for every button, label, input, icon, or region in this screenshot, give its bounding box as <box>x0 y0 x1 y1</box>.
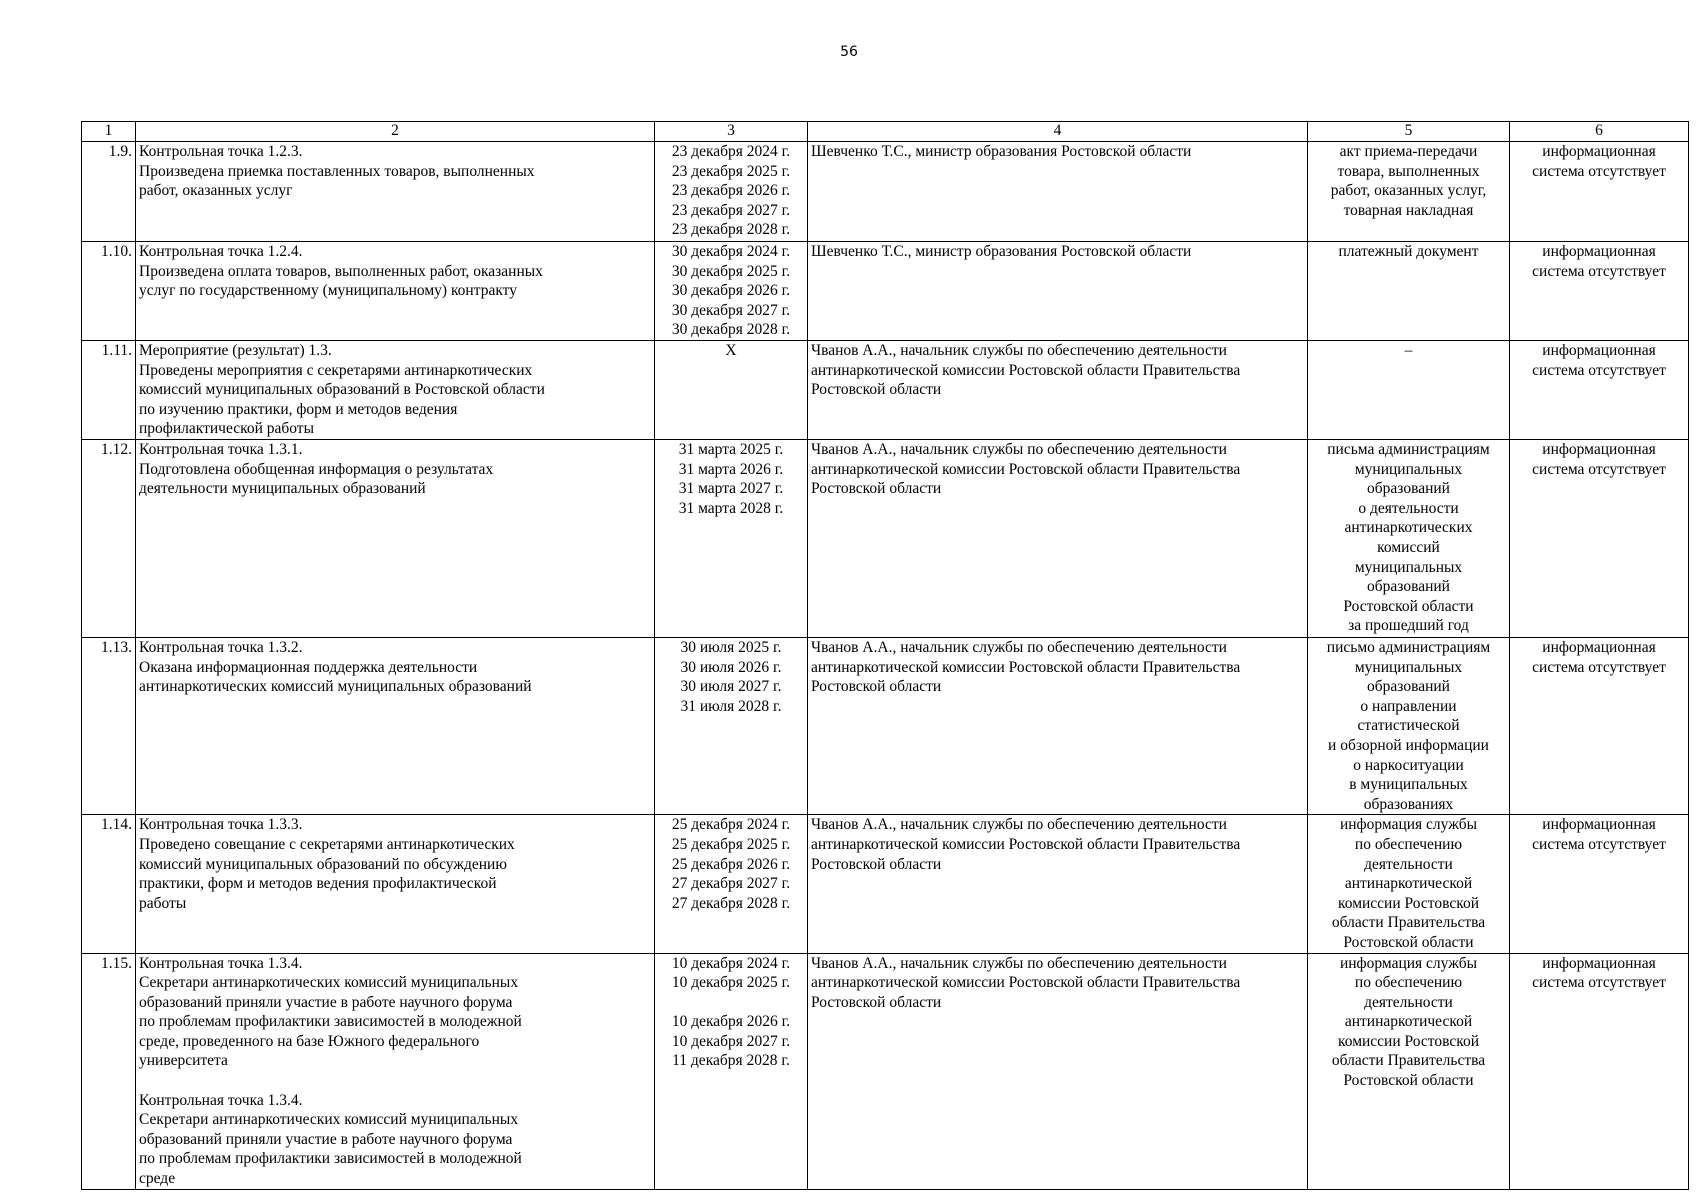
dates-cell <box>655 440 808 638</box>
date-line: 30 декабря 2028 г. <box>671 321 791 339</box>
document-line: муниципальных <box>1354 558 1463 576</box>
column-header: 4 <box>808 122 1308 142</box>
info-system-cell <box>1510 440 1689 638</box>
description-line: Секретари антинаркотических комиссий муниципальных <box>139 1111 519 1129</box>
info-system-line: система отсутствует <box>1532 460 1666 478</box>
description-cell <box>136 440 655 638</box>
description-line: Секретари антинаркотических комиссий муниципальных <box>139 974 519 992</box>
responsible-line: Чванов А.А., начальник службы по обеспечению деятельности <box>811 342 1227 359</box>
table-row <box>82 242 1689 341</box>
responsible-cell <box>808 815 1308 953</box>
document-line: товарная накладная <box>1343 201 1474 219</box>
table-row <box>82 815 1689 953</box>
table-row <box>82 142 1689 242</box>
date-line: 10 декабря 2025 г. <box>671 974 791 992</box>
document-line: товара, выполненных <box>1337 162 1480 180</box>
document-cell <box>1308 242 1510 341</box>
description-cell <box>136 142 655 242</box>
document-line: платежный документ <box>1338 243 1479 260</box>
dates-cell <box>655 242 808 341</box>
column-header: 5 <box>1308 122 1510 142</box>
description-cell <box>136 953 655 1189</box>
description-cell <box>136 638 655 815</box>
date-line: 23 декабря 2028 г. <box>671 221 791 239</box>
description-line: Контрольная точка 1.3.4. <box>139 954 303 972</box>
date-line: 25 декабря 2025 г. <box>671 835 791 853</box>
date-line: 23 декабря 2026 г. <box>671 182 791 200</box>
responsible-cell <box>808 638 1308 815</box>
dates-cell <box>655 341 808 440</box>
responsible-line: Ростовской области <box>811 480 942 498</box>
document-cell <box>1308 638 1510 815</box>
responsible-cell <box>808 953 1308 1189</box>
column-header: 1 <box>82 122 136 142</box>
plan-table <box>81 121 1689 1190</box>
document-line: деятельности <box>1364 993 1453 1011</box>
document-line: образований <box>1367 480 1450 498</box>
info-system-line: информационная <box>1542 243 1656 260</box>
description-line: профилактической работы <box>139 420 314 438</box>
date-line: 25 декабря 2026 г. <box>671 855 791 873</box>
date-line: 30 июля 2026 г. <box>680 658 782 676</box>
date-line: 25 декабря 2024 г. <box>671 816 791 834</box>
description-line: по проблемам профилактики зависимостей в молодежной <box>139 1150 522 1168</box>
document-line: о наркоситуации <box>1353 756 1464 774</box>
responsible-line: Чванов А.А., начальник службы по обеспечению деятельности <box>811 816 1227 834</box>
responsible-line: антинаркотической комиссии Ростовской области Правительства <box>811 658 1241 676</box>
responsible-line: Чванов А.А., начальник службы по обеспечению деятельности <box>811 954 1227 972</box>
document-line: антинаркотической <box>1344 1013 1473 1031</box>
responsible-line: Ростовской области <box>811 381 942 399</box>
table-row <box>82 440 1689 638</box>
description-line: образований приняли участие в работе научного форума <box>139 1130 513 1148</box>
info-system-cell <box>1510 242 1689 341</box>
document-line: статистической <box>1357 717 1460 735</box>
blank-line <box>658 993 804 1013</box>
table-row <box>82 953 1689 1189</box>
date-line: 31 марта 2027 г. <box>678 480 784 498</box>
responsible-line: Шевченко Т.С., министр образования Ростовской области <box>811 143 1192 160</box>
description-cell <box>136 242 655 341</box>
document-line: комиссий <box>1377 538 1440 556</box>
row-number-cell: 1.9. <box>82 142 136 242</box>
document-line: образованиях <box>1363 795 1454 813</box>
row-number-cell: 1.14. <box>82 815 136 953</box>
description-line: Контрольная точка 1.2.3. <box>139 143 303 160</box>
info-system-line: система отсутствует <box>1532 658 1666 676</box>
info-system-cell <box>1510 953 1689 1189</box>
description-line: работ, оказанных услуг <box>139 182 293 200</box>
description-line: Произведена приемка поставленных товаров, выполненных <box>139 162 535 180</box>
date-line: 11 декабря 2028 г. <box>672 1052 790 1070</box>
responsible-cell <box>808 440 1308 638</box>
date-line: X <box>725 342 737 359</box>
description-line: деятельности муниципальных образований <box>139 480 426 498</box>
responsible-line: антинаркотической комиссии Ростовской области Правительства <box>811 460 1241 478</box>
responsible-line: антинаркотической комиссии Ростовской области Правительства <box>811 361 1241 379</box>
description-line: комиссий муниципальных образований в Ростовской области <box>139 381 545 399</box>
row-number-cell: 1.13. <box>82 638 136 815</box>
info-system-line: система отсутствует <box>1532 162 1666 180</box>
document-line: образований <box>1367 678 1450 696</box>
description-line: среде, проведенного на базе Южного федерального <box>139 1032 480 1050</box>
row-number-cell: 1.10. <box>82 242 136 341</box>
info-system-cell <box>1510 341 1689 440</box>
document-line: антинаркотической <box>1344 875 1473 893</box>
date-line: 31 марта 2025 г. <box>678 441 784 458</box>
description-line: Проведено совещание с секретарями антинаркотических <box>139 835 515 853</box>
date-line: 31 июля 2028 г. <box>680 697 782 715</box>
info-system-line: информационная <box>1542 143 1656 160</box>
description-line: среде <box>139 1170 176 1188</box>
date-line: 10 декабря 2024 г. <box>671 954 791 972</box>
date-line: 23 декабря 2025 г. <box>671 162 791 180</box>
responsible-cell <box>808 142 1308 242</box>
document-line: по обеспечению <box>1354 835 1463 853</box>
responsible-cell <box>808 341 1308 440</box>
date-line: 30 декабря 2026 г. <box>671 282 791 300</box>
date-line: 27 декабря 2027 г. <box>671 875 791 893</box>
responsible-line: антинаркотической комиссии Ростовской области Правительства <box>811 974 1241 992</box>
description-line: услуг по государственному (муниципальному) контракту <box>139 282 517 300</box>
date-line: 23 декабря 2027 г. <box>671 201 791 219</box>
description-line: Контрольная точка 1.2.4. <box>139 243 303 260</box>
description-line: антинаркотических комиссий муниципальных образований <box>139 678 532 696</box>
document-line: муниципальных <box>1354 460 1463 478</box>
date-line: 27 декабря 2028 г. <box>671 894 791 912</box>
document-line: и обзорной информации <box>1328 736 1489 754</box>
document-line: акт приема-передачи <box>1339 143 1478 160</box>
date-line: 30 декабря 2024 г. <box>671 243 791 260</box>
description-line: университета <box>139 1052 228 1070</box>
description-line: комиссий муниципальных образований по обсуждению <box>139 855 507 873</box>
description-line: работы <box>139 894 187 912</box>
description-line: Контрольная точка 1.3.1. <box>139 441 303 458</box>
description-line: Контрольная точка 1.3.4. <box>139 1091 303 1109</box>
date-line: 30 июля 2025 г. <box>680 639 782 656</box>
document-cell <box>1308 440 1510 638</box>
blank-line <box>139 1071 651 1091</box>
info-system-cell <box>1510 638 1689 815</box>
document-line: Ростовской области <box>1343 1072 1474 1090</box>
info-system-line: система отсутствует <box>1532 974 1666 992</box>
description-line: по проблемам профилактики зависимостей в молодежной <box>139 1013 522 1031</box>
document-line: Ростовской области <box>1343 933 1474 951</box>
date-line: 30 декабря 2025 г. <box>671 262 791 280</box>
description-cell <box>136 815 655 953</box>
row-number-cell: 1.11. <box>82 341 136 440</box>
document-line: комиссии Ростовской <box>1338 894 1479 912</box>
responsible-line: Ростовской области <box>811 678 942 696</box>
document-line: за прошедший год <box>1348 617 1469 635</box>
info-system-line: информационная <box>1542 342 1656 359</box>
date-line: 23 декабря 2024 г. <box>671 143 791 160</box>
description-cell <box>136 341 655 440</box>
info-system-line: информационная <box>1542 816 1656 834</box>
info-system-line: система отсутствует <box>1532 835 1666 853</box>
document-line: – <box>1404 342 1413 359</box>
row-number-cell: 1.15. <box>82 953 136 1189</box>
column-number-row <box>82 122 1689 142</box>
info-system-line: информационная <box>1542 441 1656 458</box>
row-number-cell: 1.12. <box>82 440 136 638</box>
table-row <box>82 341 1689 440</box>
responsible-line: антинаркотической комиссии Ростовской области Правительства <box>811 835 1241 853</box>
responsible-cell <box>808 242 1308 341</box>
document-line: в муниципальных <box>1349 776 1468 794</box>
document-cell <box>1308 815 1510 953</box>
description-line: Мероприятие (результат) 1.3. <box>139 342 332 359</box>
page-number: 56 <box>840 44 858 60</box>
document-line: антинаркотических <box>1344 519 1473 537</box>
document-line: письма администрациям <box>1327 441 1490 458</box>
description-line: Контрольная точка 1.3.3. <box>139 816 303 834</box>
document-line: работ, оказанных услуг, <box>1330 182 1487 200</box>
document-line: Ростовской области <box>1343 597 1474 615</box>
description-line: Контрольная точка 1.3.2. <box>139 639 303 656</box>
description-line: практики, форм и методов ведения профилактической <box>139 875 497 893</box>
document-line: области Правительства <box>1331 914 1486 932</box>
document-cell <box>1308 341 1510 440</box>
date-line: 10 декабря 2027 г. <box>671 1032 791 1050</box>
document-line: информация службы <box>1339 816 1478 834</box>
info-system-cell <box>1510 142 1689 242</box>
date-line: 30 декабря 2027 г. <box>671 301 791 319</box>
date-line: 31 марта 2028 г. <box>678 499 784 517</box>
date-line: 30 июля 2027 г. <box>680 678 782 696</box>
info-system-line: информационная <box>1542 954 1656 972</box>
column-header: 3 <box>655 122 808 142</box>
description-line: по изучению практики, форм и методов ведения <box>139 400 458 418</box>
responsible-line: Шевченко Т.С., министр образования Ростовской области <box>811 243 1192 260</box>
document-cell <box>1308 142 1510 242</box>
column-header: 6 <box>1510 122 1689 142</box>
document-line: о направлении <box>1360 697 1457 715</box>
info-system-line: система отсутствует <box>1532 361 1666 379</box>
dates-cell <box>655 815 808 953</box>
document-line: о деятельности <box>1358 499 1459 517</box>
info-system-line: информационная <box>1542 639 1656 656</box>
responsible-line: Чванов А.А., начальник службы по обеспечению деятельности <box>811 639 1227 656</box>
dates-cell <box>655 142 808 242</box>
document-line: области Правительства <box>1331 1052 1486 1070</box>
table-row <box>82 638 1689 815</box>
description-line: Оказана информационная поддержка деятельности <box>139 658 478 676</box>
document-line: образований <box>1367 578 1450 596</box>
document-line: комиссии Ростовской <box>1338 1032 1479 1050</box>
responsible-line: Чванов А.А., начальник службы по обеспечению деятельности <box>811 441 1227 458</box>
responsible-line: Ростовской области <box>811 993 942 1011</box>
info-system-line: система отсутствует <box>1532 262 1666 280</box>
info-system-cell <box>1510 815 1689 953</box>
document-line: по обеспечению <box>1354 974 1463 992</box>
document-line: письмо администрациям <box>1326 639 1491 656</box>
column-header: 2 <box>136 122 655 142</box>
document-cell <box>1308 953 1510 1189</box>
description-line: Проведены мероприятия с секретарями антинаркотических <box>139 361 533 379</box>
description-line: образований приняли участие в работе научного форума <box>139 993 513 1011</box>
document-line: муниципальных <box>1354 658 1463 676</box>
document-line: информация службы <box>1339 954 1478 972</box>
dates-cell <box>655 638 808 815</box>
dates-cell <box>655 953 808 1189</box>
description-line: Подготовлена обобщенная информация о результатах <box>139 460 494 478</box>
date-line: 31 марта 2026 г. <box>678 460 784 478</box>
description-line: Произведена оплата товаров, выполненных работ, оказанных <box>139 262 543 280</box>
date-line: 10 декабря 2026 г. <box>671 1013 791 1031</box>
document-line: деятельности <box>1364 855 1453 873</box>
responsible-line: Ростовской области <box>811 855 942 873</box>
